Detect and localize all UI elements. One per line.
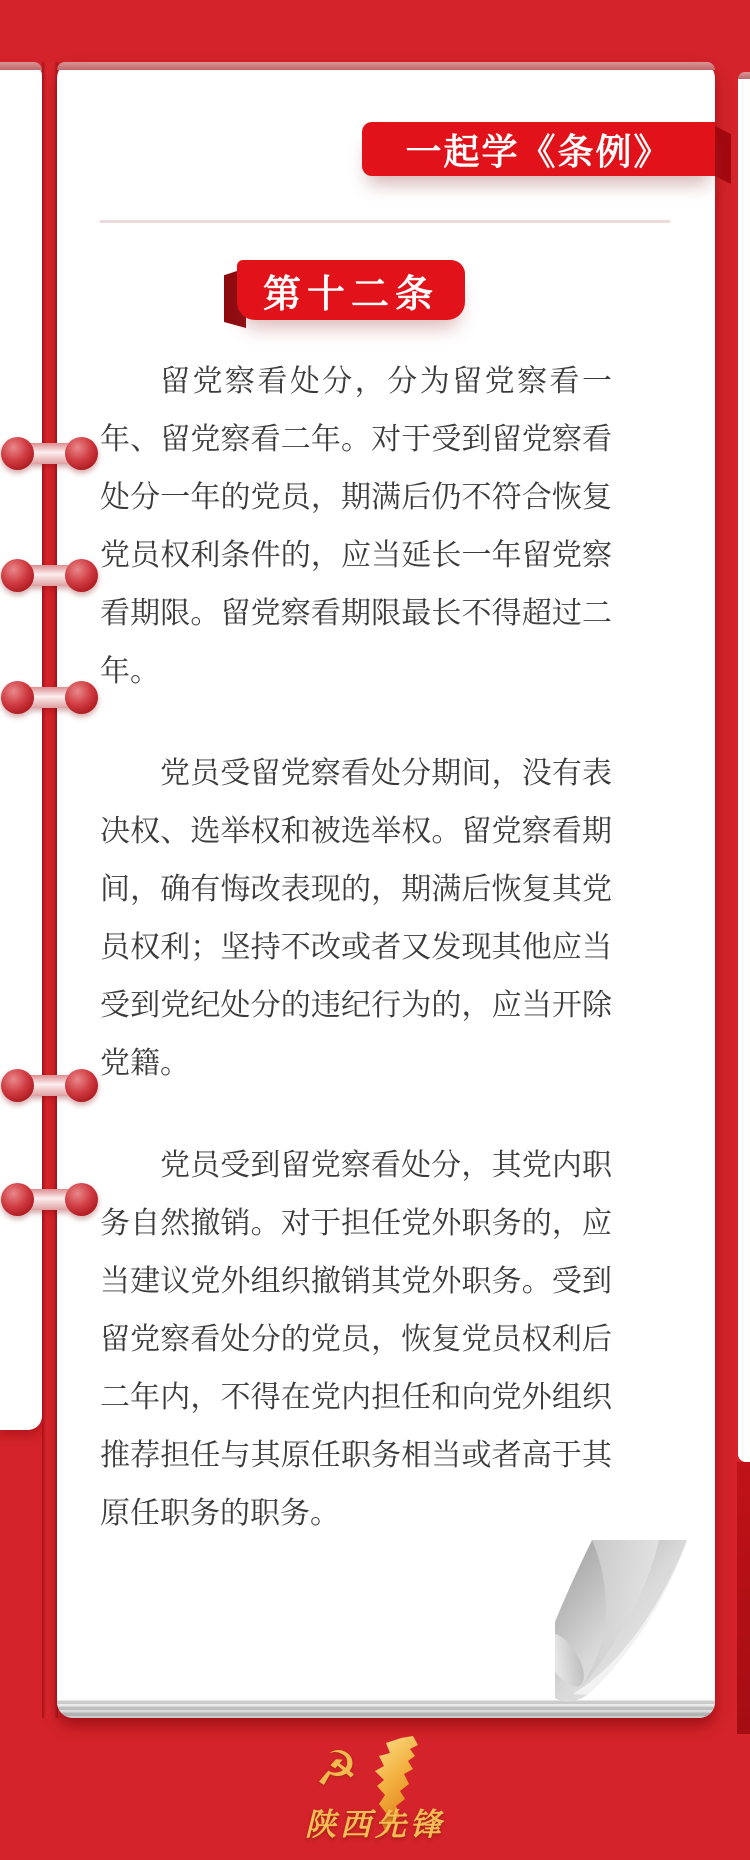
notebook-page: [57, 62, 715, 1718]
page-top-edge: [57, 62, 715, 70]
article-banner: [237, 260, 465, 320]
binder-ring-knob: [1, 1183, 34, 1216]
binder-ring-knob: [65, 559, 98, 592]
left-page-edge: [0, 62, 42, 1430]
title-ribbon: [362, 122, 715, 176]
footer-logo: [285, 1736, 465, 1848]
binder-ring-knob: [65, 681, 98, 714]
party-emblem-icon: ☭: [315, 1743, 359, 1796]
binder-ring-knob: [1, 437, 34, 470]
binder-ring-knob: [1, 1069, 34, 1102]
curl-shadow-strip: [737, 1462, 750, 1734]
article-paragraph: 党员受到留党察看处分，其党内职务自然撤销。对于担任党外职务的，应当建议党外组织撤销其党外职务。受到留党察看处分的党员，恢复党员权利后二年内，不得在党内担任和向党外组织推荐担任与其原任职务相当或者高于其原任职务的职务。: [100, 1149, 612, 1530]
binder-ring: [1, 559, 98, 593]
logo-text: 陕西先锋: [305, 1807, 445, 1842]
badge-ribbon-fold: [715, 126, 731, 184]
article-body: [100, 353, 612, 1543]
header-divider: [100, 220, 670, 223]
binder-ring: [1, 437, 98, 471]
binder-ring: [1, 681, 98, 715]
binder-ring: [1, 1069, 98, 1103]
page-curl-icon: [555, 1540, 715, 1718]
article-banner-label: 第十二条: [262, 273, 439, 316]
right-page-edge: [738, 72, 750, 1462]
title-ribbon-label: 一起学《条例》: [405, 130, 672, 172]
binder-ring-knob: [65, 437, 98, 470]
binder-ring: [1, 1183, 98, 1217]
binder-ring-knob: [65, 1183, 98, 1216]
article-paragraph: 留党察看处分，分为留党察看一年、留党察看二年。对于受到留党察看处分一年的党员，期满后仍不符合恢复党员权利条件的，应当延长一年留党察看期限。留党察看期限最长不得超过二年。: [100, 365, 612, 688]
binder-ring-knob: [1, 559, 34, 592]
article-paragraph: 党员受留党察看处分期间，没有表决权、选举权和被选举权。留党察看期间，确有悔改表现的，期满后恢复其党员权利；坚持不改或者又发现其他应当受到党纪处分的违纪行为的，应当开除党籍。: [100, 757, 612, 1080]
binder-ring-knob: [1, 681, 34, 714]
spine-gap: [42, 62, 58, 1718]
binder-ring-knob: [65, 1069, 98, 1102]
